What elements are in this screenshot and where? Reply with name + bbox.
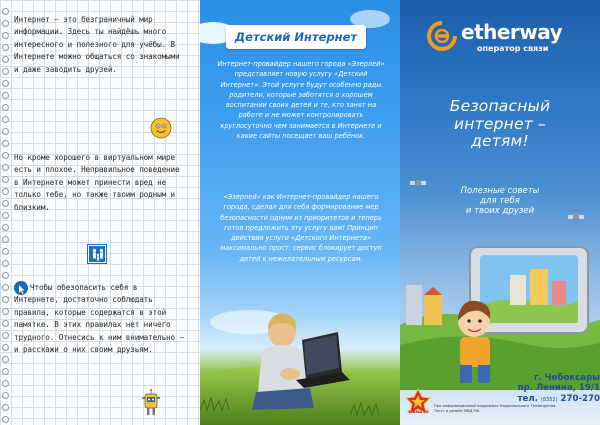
- phone-code: (8352): [540, 396, 558, 403]
- spiral-ring: [2, 236, 9, 243]
- hero-line: детям!: [471, 132, 529, 150]
- contact-block: [466, 373, 600, 405]
- city: г. Чебоксары: [533, 373, 600, 383]
- spiral-ring: [2, 8, 9, 15]
- spiral-ring: [2, 32, 9, 39]
- satellite-icon: [410, 178, 426, 188]
- spiral-ring: [2, 320, 9, 327]
- spiral-ring: [2, 344, 9, 351]
- spiral-ring: [2, 260, 9, 267]
- cartoon-kid-tv-illustration: [400, 225, 600, 390]
- hero-title: [408, 98, 592, 151]
- spiral-ring: [2, 92, 9, 99]
- satellite-icon: [568, 212, 584, 222]
- left-panel: [0, 0, 200, 425]
- brand-subtitle: оператор связи: [477, 44, 549, 53]
- spiral-ring: [2, 116, 9, 123]
- middle-panel: [200, 0, 400, 425]
- phone-label: тел.: [517, 393, 538, 404]
- service-principle: «Эзерлей» как Интернет-провайдер нашего города, сделал для себя формирование мер безопасности одним из приоритетов и теперь готов предложить эту услугу вам! Принцип действия услуги «Детского Интернета» максимально прост: сервис блокирует доступ детей к нежелательным ресурсам.: [220, 193, 382, 263]
- spiral-ring: [2, 356, 9, 363]
- spiral-ring: [2, 404, 9, 411]
- spiral-ring: [2, 164, 9, 171]
- robot-icon: [140, 388, 162, 420]
- subtitle-line: Полезные советы: [460, 186, 540, 196]
- etherway-logo-icon: [427, 21, 457, 51]
- spiral-ring: [2, 176, 9, 183]
- spiral-ring: [2, 104, 9, 111]
- child-with-laptop-image: [200, 280, 400, 425]
- intro-paragraph: Интернет – это безграничный мир информации. Здесь ты найдёшь много интересного и полезного для учёбы. В Интернете можно общаться со знакомыми и даже заводить друзей.: [14, 15, 180, 74]
- rules-paragraph: Чтобы обезопасить себя в Интернете, достаточно соблюдать правила, которые содержатся в этой памятке. В этих правилах нет ничего трудного. Отнесись к ним внимательно – и расскажи о них своим друзьям.: [14, 283, 184, 355]
- right-panel: [400, 0, 600, 425]
- footnote-line: Текст и дизайн МВД РФ.: [434, 409, 480, 413]
- spiral-ring: [2, 56, 9, 63]
- spiral-ring: [2, 224, 9, 231]
- notebook-spiral: [2, 0, 10, 425]
- spiral-ring: [2, 68, 9, 75]
- spiral-ring: [2, 416, 9, 423]
- spiral-ring: [2, 272, 9, 279]
- spiral-ring: [2, 188, 9, 195]
- chavash-en-badge-icon: [405, 388, 431, 422]
- family-icon: [88, 245, 106, 263]
- spiral-ring: [2, 152, 9, 159]
- spiral-ring: [2, 332, 9, 339]
- spiral-ring: [2, 308, 9, 315]
- footnote: [434, 404, 600, 414]
- hero-line: интернет –: [454, 114, 546, 133]
- brand-name: etherway: [461, 20, 563, 44]
- service-description: Интернет-провайдер нашего города «Эзерлей» представляет новую услугу «Детский Интернет». Этой услуге будут особенно рады родители, которые заботятся о хорошем воспитании своих детей и те, кто занят на работе и не может контролировать круглосуточно чем занимается в Интернете и какие сайты посещает ваш ребёнок.: [217, 60, 385, 141]
- warning-paragraph: Но кроме хорошего в виртуальном мире есть и плохое. Неправильное поведение в Интернете может принести вред не только тебе, но также твоим родным и близким.: [14, 153, 180, 212]
- spiral-ring: [2, 392, 9, 399]
- smiley-icon: [150, 117, 172, 139]
- spiral-ring: [2, 296, 9, 303]
- spiral-ring: [2, 212, 9, 219]
- hero-subtitle: [420, 186, 580, 217]
- spiral-ring: [2, 128, 9, 135]
- spiral-ring: [2, 140, 9, 147]
- spiral-ring: [2, 80, 9, 87]
- section-title: Детский Интернет: [226, 25, 366, 49]
- spiral-ring: [2, 368, 9, 375]
- address: пр. Ленина, 19/1: [517, 383, 600, 394]
- spiral-ring: [2, 248, 9, 255]
- hero-line: Безопасный: [449, 97, 551, 115]
- spiral-ring: [2, 200, 9, 207]
- brand-logo: [423, 19, 593, 59]
- subtitle-line: для тебя: [480, 196, 520, 207]
- spiral-ring: [2, 284, 9, 291]
- spiral-ring: [2, 44, 9, 51]
- subtitle-line: и твоих друзей: [465, 206, 535, 217]
- phone-number: 270-270: [560, 393, 600, 404]
- footnote-line: При информационной поддержке Национального Телевидения.: [434, 404, 557, 408]
- spiral-ring: [2, 20, 9, 27]
- spiral-ring: [2, 380, 9, 387]
- badge-label: ЧАВАШ ЕН: [407, 410, 429, 414]
